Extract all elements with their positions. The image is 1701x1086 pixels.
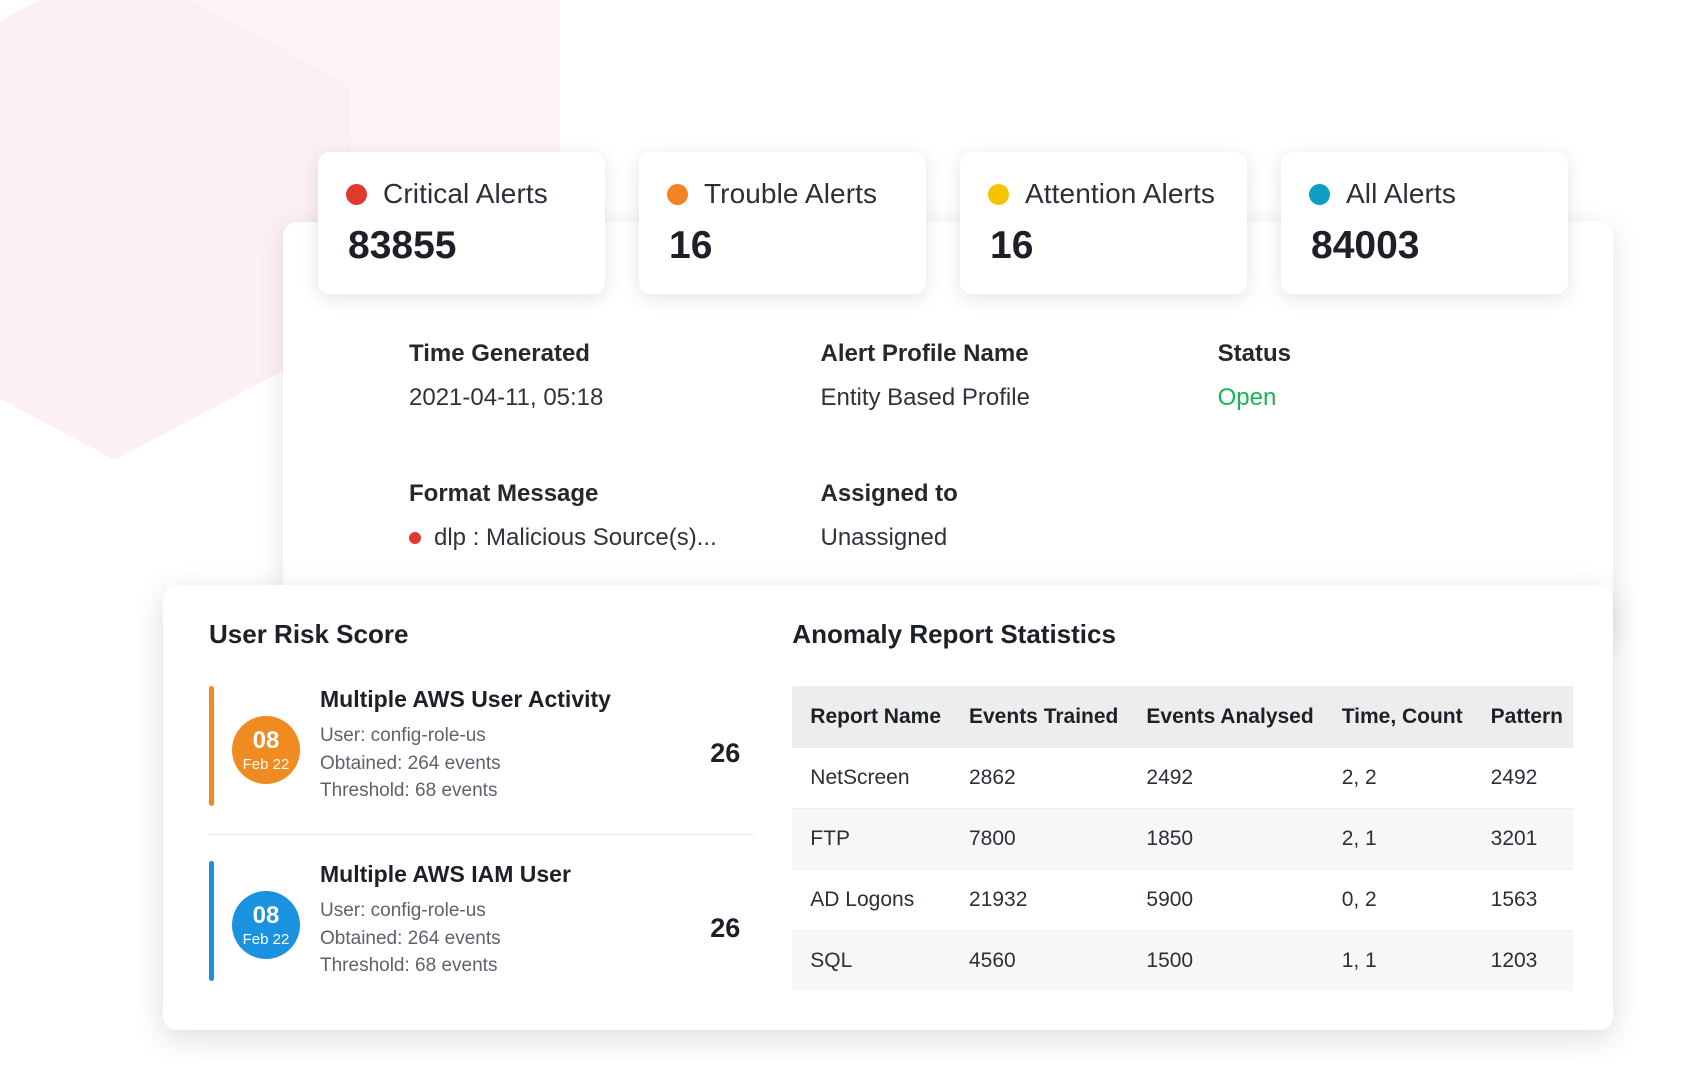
kpi-label: Critical Alerts xyxy=(383,178,548,209)
column-header-events-analysed[interactable]: Events Analysed xyxy=(1128,686,1323,748)
risk-user: User: config-role-us xyxy=(320,900,486,921)
severity-dot-icon xyxy=(409,532,421,544)
cell-pattern: 2492 xyxy=(1473,748,1573,809)
cell-events-trained: 7800 xyxy=(951,809,1128,870)
anomaly-statistics-table xyxy=(792,686,1573,991)
table-body xyxy=(792,748,1573,991)
list-item[interactable] xyxy=(209,686,754,832)
status-dot-critical-icon xyxy=(346,184,367,205)
table-row[interactable] xyxy=(792,931,1573,992)
risk-user: User: config-role-us xyxy=(320,725,486,746)
cell-report-name: FTP xyxy=(792,809,951,870)
field-value: Entity Based Profile xyxy=(820,384,1030,411)
anomaly-report-section xyxy=(754,619,1573,1030)
alert-summary-cards xyxy=(318,152,1568,294)
field-label: Alert Profile Name xyxy=(820,340,1029,367)
cell-events-trained: 4560 xyxy=(951,931,1128,992)
kpi-card-critical-alerts[interactable] xyxy=(318,152,605,294)
bottom-panel xyxy=(163,585,1613,1030)
detail-row-2 xyxy=(409,480,1409,552)
field-label: Status xyxy=(1217,340,1291,367)
date-day: 08 xyxy=(252,901,280,929)
risk-threshold: Threshold: 68 events xyxy=(320,780,498,802)
user-risk-score-section xyxy=(209,619,754,1030)
cell-events-analysed: 5900 xyxy=(1128,870,1323,931)
status-badge: Open xyxy=(1217,384,1277,411)
risk-obtained: Obtained: 264 events xyxy=(320,927,501,949)
field-value: Unassigned xyxy=(820,524,948,551)
alert-detail-fields xyxy=(409,340,1409,552)
cell-pattern: 1563 xyxy=(1473,870,1573,931)
column-header-pattern[interactable]: Pattern xyxy=(1473,686,1573,748)
status-dot-trouble-icon xyxy=(667,184,688,205)
kpi-value: 84003 xyxy=(1311,224,1420,267)
field-value: 2021-04-11, 05:18 xyxy=(409,384,604,411)
cell-report-name: NetScreen xyxy=(792,748,951,809)
risk-score: 26 xyxy=(710,737,741,768)
field-format-message xyxy=(409,480,820,552)
date-day: 08 xyxy=(252,726,280,754)
table-header xyxy=(792,686,1573,748)
column-header-report-name[interactable]: Report Name xyxy=(792,686,951,748)
anomaly-report-title: Anomaly Report Statistics xyxy=(792,619,1116,649)
cell-events-analysed: 2492 xyxy=(1128,748,1323,809)
table-row[interactable] xyxy=(792,809,1573,870)
field-status xyxy=(1218,340,1409,412)
cell-events-analysed: 1500 xyxy=(1128,931,1323,992)
field-assigned-to xyxy=(820,480,1217,552)
kpi-card-trouble-alerts[interactable] xyxy=(639,152,926,294)
risk-body xyxy=(300,861,710,980)
kpi-header xyxy=(988,178,1217,210)
risk-title: Multiple AWS IAM User xyxy=(320,861,571,887)
kpi-card-all-alerts[interactable] xyxy=(1281,152,1568,294)
kpi-header xyxy=(667,178,896,210)
column-header-events-trained[interactable]: Events Trained xyxy=(951,686,1128,748)
user-risk-score-title: User Risk Score xyxy=(209,619,409,649)
cell-time-count: 1, 1 xyxy=(1324,931,1473,992)
date-month: Feb 22 xyxy=(242,930,290,948)
kpi-value: 16 xyxy=(669,224,713,267)
table-row[interactable] xyxy=(792,870,1573,931)
field-value: dlp : Malicious Source(s)... xyxy=(434,524,717,551)
kpi-header xyxy=(1309,178,1538,210)
risk-title: Multiple AWS User Activity xyxy=(320,686,611,712)
cell-report-name: SQL xyxy=(792,931,951,992)
risk-score: 26 xyxy=(710,912,741,943)
date-month: Feb 22 xyxy=(242,755,290,773)
spacer xyxy=(409,412,1409,480)
kpi-label: Attention Alerts xyxy=(1025,178,1215,209)
cell-events-trained: 2862 xyxy=(951,748,1128,809)
detail-row-1 xyxy=(409,340,1409,412)
kpi-value: 16 xyxy=(990,224,1034,267)
kpi-label: All Alerts xyxy=(1346,178,1456,209)
cell-time-count: 2, 1 xyxy=(1324,809,1473,870)
cell-time-count: 0, 2 xyxy=(1324,870,1473,931)
cell-events-trained: 21932 xyxy=(951,870,1128,931)
field-label: Time Generated xyxy=(409,340,590,367)
risk-accent-bar xyxy=(209,686,214,806)
kpi-value: 83855 xyxy=(348,224,457,267)
kpi-label: Trouble Alerts xyxy=(704,178,878,209)
cell-pattern: 1203 xyxy=(1473,931,1573,992)
column-header-time-count[interactable]: Time, Count xyxy=(1324,686,1473,748)
cell-events-analysed: 1850 xyxy=(1128,809,1323,870)
kpi-header xyxy=(346,178,575,210)
status-dot-all-icon xyxy=(1309,184,1330,205)
status-dot-attention-icon xyxy=(988,184,1009,205)
kpi-card-attention-alerts[interactable] xyxy=(960,152,1247,294)
table-row[interactable] xyxy=(792,748,1573,809)
field-empty xyxy=(1218,480,1409,552)
field-label: Assigned to xyxy=(820,480,958,507)
field-label: Format Message xyxy=(409,480,599,507)
cell-pattern: 3201 xyxy=(1473,809,1573,870)
field-alert-profile-name xyxy=(820,340,1217,412)
risk-body xyxy=(300,686,710,805)
risk-obtained: Obtained: 264 events xyxy=(320,752,501,774)
cell-report-name: AD Logons xyxy=(792,870,951,931)
list-item[interactable] xyxy=(209,834,754,1007)
risk-threshold: Threshold: 68 events xyxy=(320,955,498,977)
date-badge xyxy=(232,891,300,959)
table-header-row xyxy=(792,686,1573,748)
date-badge xyxy=(232,716,300,784)
risk-accent-bar xyxy=(209,861,214,981)
cell-time-count: 2, 2 xyxy=(1324,748,1473,809)
field-time-generated xyxy=(409,340,820,412)
field-value-with-bullet[interactable] xyxy=(409,524,820,552)
